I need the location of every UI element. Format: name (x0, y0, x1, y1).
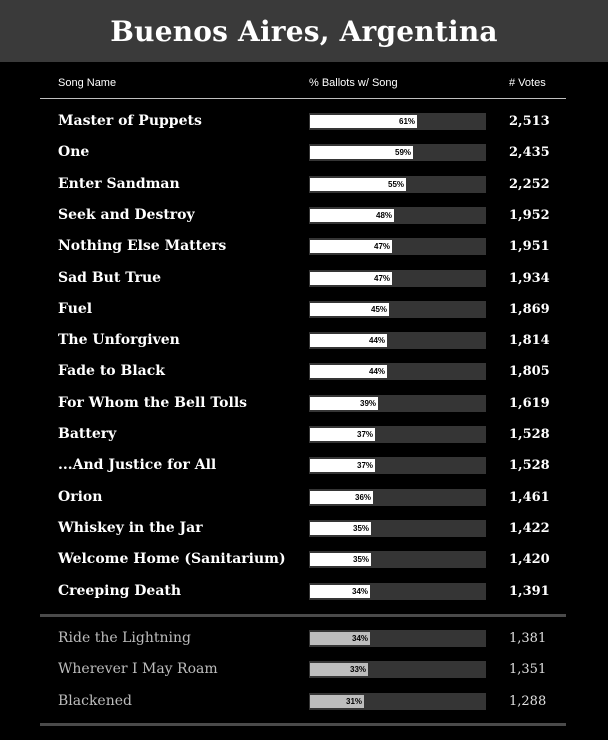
bar-track (309, 301, 486, 318)
bar-track (309, 176, 486, 193)
bar-fill (310, 240, 392, 253)
bar-pct-label: 33% (350, 665, 367, 675)
section-divider (40, 614, 566, 617)
bar-track (309, 207, 486, 224)
bar-pct-label: 35% (353, 523, 370, 533)
bar-track (309, 489, 486, 506)
bar-pct-label: 34% (352, 586, 369, 596)
vote-count: 1,422 (509, 520, 550, 536)
vote-count: 1,951 (509, 239, 550, 255)
song-name: Fade to Black (58, 363, 165, 380)
song-name: Battery (58, 426, 117, 442)
bar-pct-label: 59% (395, 148, 412, 158)
vote-count: 1,952 (509, 207, 550, 223)
vote-count: 1,869 (509, 301, 550, 317)
song-name: Wherever I May Roam (58, 661, 218, 678)
bar-pct-label: 48% (376, 210, 393, 220)
vote-count: 1,461 (509, 489, 550, 505)
song-row (0, 550, 608, 581)
vote-count: 1,288 (509, 693, 547, 709)
bar-track (309, 661, 486, 678)
song-name: For Whom the Bell Tolls (58, 394, 248, 411)
bar-track (309, 630, 486, 647)
vote-count: 2,513 (509, 114, 550, 129)
bar-pct-label: 31% (346, 696, 363, 706)
bar-track (309, 144, 486, 161)
song-name: Creeping Death (58, 582, 182, 599)
song-name: Seek and Destroy (58, 206, 195, 223)
vote-count: 1,381 (509, 631, 547, 646)
song-row (0, 456, 608, 487)
song-row (0, 269, 608, 300)
bar-pct-label: 39% (360, 398, 377, 408)
song-name: Nothing Else Matters (58, 238, 227, 255)
bar-fill (310, 632, 370, 645)
bar-pct-label: 37% (357, 430, 374, 439)
vote-count: 1,934 (509, 270, 550, 286)
song-row (0, 112, 608, 143)
song-row (0, 425, 608, 456)
bar-fill (310, 272, 392, 285)
vote-count: 1,391 (509, 583, 550, 599)
bar-pct-label: 55% (388, 179, 405, 189)
extra-song-row (0, 629, 608, 660)
bar-track (309, 113, 486, 130)
song-name: Orion (58, 488, 103, 505)
vote-count: 1,420 (509, 552, 550, 568)
song-row (0, 488, 608, 519)
song-name: Whiskey in the Jar (58, 519, 203, 536)
bar-pct-label: 45% (371, 304, 388, 314)
bar-fill (310, 178, 406, 191)
vote-count: 2,252 (509, 176, 550, 192)
bar-fill (310, 209, 394, 222)
bar-track (309, 270, 486, 287)
song-name: Blackened (58, 692, 132, 709)
song-name: Ride the Lightning (58, 630, 191, 646)
bar-fill (310, 428, 375, 441)
song-row (0, 175, 608, 206)
header-rule (40, 98, 566, 99)
bar-fill (310, 491, 373, 504)
bar-track (309, 551, 486, 568)
title-bar (0, 0, 608, 62)
song-row (0, 206, 608, 237)
vote-count: 1,619 (509, 395, 550, 411)
song-row (0, 394, 608, 425)
vote-count: 2,435 (509, 145, 550, 161)
bar-track (309, 583, 486, 600)
extra-song-row (0, 660, 608, 691)
song-name: Master of Puppets (58, 113, 202, 129)
bar-track (309, 457, 486, 474)
vote-count: 1,351 (509, 662, 547, 678)
column-header-song: Song Name (58, 77, 117, 89)
song-row (0, 362, 608, 393)
song-row (0, 331, 608, 362)
bar-track (309, 238, 486, 255)
song-name: One (58, 144, 90, 161)
bar-fill (310, 146, 413, 159)
bar-fill (310, 695, 364, 708)
vote-count: 1,805 (509, 364, 550, 380)
bar-track (309, 426, 486, 443)
vote-count: 1,528 (509, 458, 550, 474)
bar-fill (310, 397, 378, 410)
column-header-pct: % Ballots w/ Song (309, 77, 398, 89)
extra-song-row (0, 692, 608, 723)
bar-fill (310, 334, 387, 347)
song-name: ...And Justice for All (58, 457, 217, 474)
bar-pct-label: 35% (353, 555, 370, 565)
song-name: Fuel (58, 300, 93, 317)
song-name: Sad But True (58, 269, 162, 286)
bar-track (309, 693, 486, 710)
bar-pct-label: 47% (374, 242, 391, 252)
bar-pct-label: 37% (357, 461, 374, 471)
bar-pct-label: 36% (355, 492, 372, 502)
bar-fill (310, 459, 375, 472)
song-row (0, 519, 608, 550)
column-header-votes: # Votes (509, 77, 546, 89)
bar-pct-label: 47% (374, 273, 391, 283)
song-name: Welcome Home (Sanitarium) (58, 551, 286, 568)
bar-track (309, 395, 486, 412)
song-name: Enter Sandman (58, 175, 180, 192)
bar-fill (310, 585, 370, 598)
chart-title: Buenos Aires, Argentina (110, 14, 498, 48)
bottom-divider (40, 723, 566, 726)
song-row (0, 143, 608, 174)
bar-fill (310, 663, 368, 676)
bar-pct-label: 44% (369, 336, 386, 346)
bar-fill (310, 365, 387, 378)
vote-count: 1,814 (509, 333, 550, 349)
bar-fill (310, 115, 417, 128)
bar-fill (310, 553, 371, 566)
song-row (0, 582, 608, 613)
bar-pct-label: 61% (399, 117, 416, 126)
song-row (0, 300, 608, 331)
bar-fill (310, 522, 371, 535)
song-name: The Unforgiven (58, 332, 180, 349)
bar-track (309, 332, 486, 349)
vote-count: 1,528 (509, 427, 550, 442)
bar-track (309, 363, 486, 380)
bar-pct-label: 44% (369, 367, 386, 377)
song-row (0, 237, 608, 268)
bar-fill (310, 303, 389, 316)
bar-track (309, 520, 486, 537)
bar-pct-label: 34% (352, 634, 369, 643)
